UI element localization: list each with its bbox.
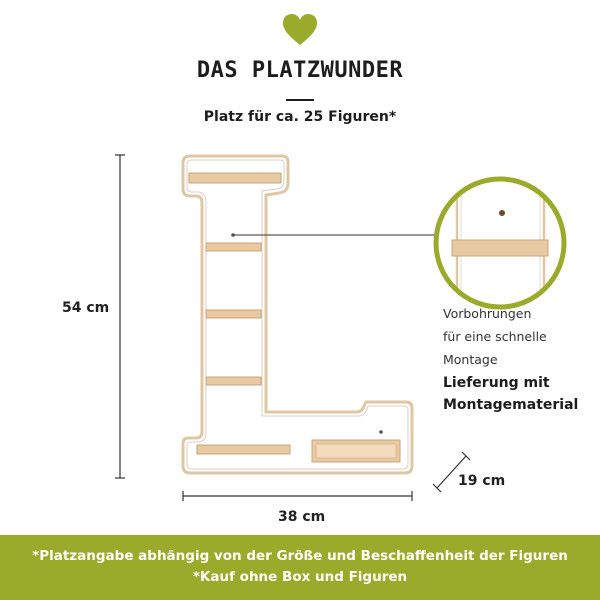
shelf-board-1 [206, 243, 261, 251]
detail-note-line: für eine schnelle [443, 329, 547, 344]
drill-hole [379, 430, 383, 434]
height-label: 54 cm [62, 300, 110, 316]
zoom-detail-circle [430, 170, 570, 320]
detail-note-line: Montage [443, 352, 498, 367]
shelf-board-2 [206, 310, 261, 318]
delivery-note-line: Montagematerial [443, 397, 579, 413]
bottom-left-board [197, 445, 290, 454]
detail-note-line: Vorbohrungen [443, 306, 532, 321]
subtitle: Platz für ca. 25 Figuren* [203, 109, 397, 125]
bottom-right-box [312, 440, 400, 462]
depth-label: 19 cm [458, 473, 506, 489]
footer-disclaimer-2: *Kauf ohne Box und Figuren [192, 569, 408, 585]
footer-banner [0, 535, 600, 600]
shelf-board-3 [206, 377, 261, 385]
width-dimension-line [183, 491, 412, 501]
width-label: 38 cm [278, 509, 326, 525]
delivery-note-line: Lieferung mit [443, 375, 550, 391]
page-title: DAS PLATZWUNDER [196, 58, 404, 83]
height-dimension-line [115, 155, 125, 478]
footer-disclaimer-1: *Platzangabe abhängig von der Größe und Beschaffenheit der Figuren [32, 548, 568, 564]
top-shelf-board [189, 173, 281, 183]
